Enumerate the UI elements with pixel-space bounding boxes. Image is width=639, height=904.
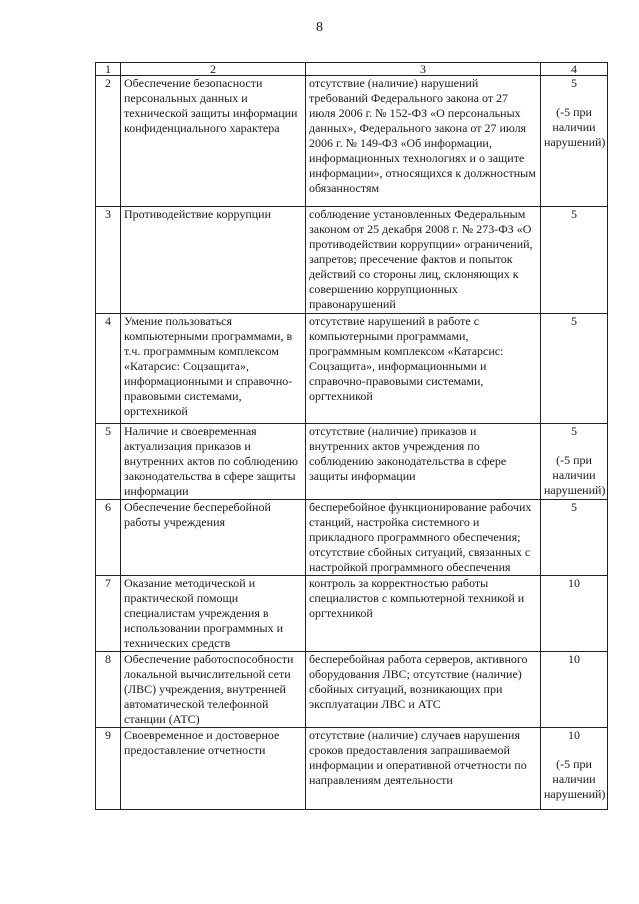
table-row — [96, 576, 608, 652]
criteria-table — [95, 62, 608, 810]
table-row — [96, 500, 608, 576]
criterion-cell: соблюдение установленных Федеральным законом от 25 декабря 2008 г. № 273-ФЗ «О противодействии коррупции» ограничений, запретов; пресечение фактов и попыток действий со стороны лиц, склоняющих к совершению коррупционных правонарушений — [306, 207, 541, 314]
score-value: 5 — [571, 424, 577, 438]
score-cell — [541, 500, 608, 576]
row-number: 5 — [96, 424, 121, 500]
indicator-cell: Наличие и своевременная актуализация приказов и внутренних актов по соблюдению законодательства в сфере защиты информации — [121, 424, 306, 500]
header-cell: 2 — [121, 63, 306, 76]
table-row — [96, 76, 608, 207]
indicator-cell: Умение пользоваться компьютерными программами, в т.ч. программным комплексом «Катарсис: Соцзащита», информационными и справочно-правовыми системами, оргтехникой — [121, 314, 306, 424]
score-cell — [541, 728, 608, 810]
table-row — [96, 728, 608, 810]
indicator-cell: Обеспечение работоспособности локальной вычислительной сети (ЛВС) учреждения, внутренней автоматической телефонной станции (АТС) — [121, 652, 306, 728]
header-cell: 4 — [541, 63, 608, 76]
table-header-row — [96, 63, 608, 76]
row-number: 4 — [96, 314, 121, 424]
penalty-note: (-5 при наличии нарушений) — [544, 757, 606, 801]
indicator-cell: Оказание методической и практической помощи специалистам учреждения в использовании программных и технических средств — [121, 576, 306, 652]
criterion-cell: бесперебойная работа серверов, активного оборудования ЛВС; отсутствие (наличие) сбойных ситуаций, возникающих при эксплуатации ЛВС и АТС — [306, 652, 541, 728]
row-number: 8 — [96, 652, 121, 728]
criterion-cell: отсутствие (наличие) случаев нарушения сроков предоставления запрашиваемой информации и оперативной отчетности по направлениям деятельности — [306, 728, 541, 810]
row-number: 2 — [96, 76, 121, 207]
score-value: 5 — [571, 207, 577, 221]
row-number: 9 — [96, 728, 121, 810]
indicator-cell: Противодействие коррупции — [121, 207, 306, 314]
header-cell: 3 — [306, 63, 541, 76]
penalty-note: (-5 при наличии нарушений) — [544, 105, 606, 149]
score-value: 10 — [568, 728, 580, 742]
penalty-note: (-5 при наличии нарушений) — [544, 453, 606, 497]
page-number: 8 — [316, 20, 323, 35]
criterion-cell: отсутствие (наличие) приказов и внутренних актов учреждения по соблюдению законодательства в сфере защиты информации — [306, 424, 541, 500]
criterion-cell: отсутствие (наличие) нарушений требований Федерального закона от 27 июля 2006 г. № 152-ФЗ «О персональных данных», Федерального закона от 27 июля 2006 г. № 149-ФЗ «Об информации, информационных технологиях и о защите информации», относящихся к должностным обязанностям — [306, 76, 541, 207]
score-cell — [541, 314, 608, 424]
table-row — [96, 424, 608, 500]
score-cell — [541, 652, 608, 728]
score-value: 5 — [571, 76, 577, 90]
indicator-cell: Своевременное и достоверное предоставление отчетности — [121, 728, 306, 810]
row-number: 7 — [96, 576, 121, 652]
score-cell — [541, 207, 608, 314]
row-number: 3 — [96, 207, 121, 314]
score-value: 5 — [571, 500, 577, 514]
indicator-cell: Обеспечение безопасности персональных данных и технической защиты информации конфиденциального характера — [121, 76, 306, 207]
score-cell — [541, 576, 608, 652]
criterion-cell: отсутствие нарушений в работе с компьютерными программами, программным комплексом «Катарсис: Соцзащита», информационными и справочно-правовыми системами, оргтехникой — [306, 314, 541, 424]
row-number: 6 — [96, 500, 121, 576]
score-cell — [541, 424, 608, 500]
score-value: 5 — [571, 314, 577, 328]
header-cell: 1 — [96, 63, 121, 76]
table-row — [96, 652, 608, 728]
table-row — [96, 207, 608, 314]
criterion-cell: бесперебойное функционирование рабочих станций, настройка системного и прикладного программного обеспечения; отсутствие сбойных ситуаций, связанных с настройкой программного обеспечения — [306, 500, 541, 576]
criterion-cell: контроль за корректностью работы специалистов с компьютерной техникой и оргтехникой — [306, 576, 541, 652]
score-cell — [541, 76, 608, 207]
score-value: 10 — [568, 652, 580, 666]
table-row — [96, 314, 608, 424]
score-value: 10 — [568, 576, 580, 590]
indicator-cell: Обеспечение бесперебойной работы учреждения — [121, 500, 306, 576]
